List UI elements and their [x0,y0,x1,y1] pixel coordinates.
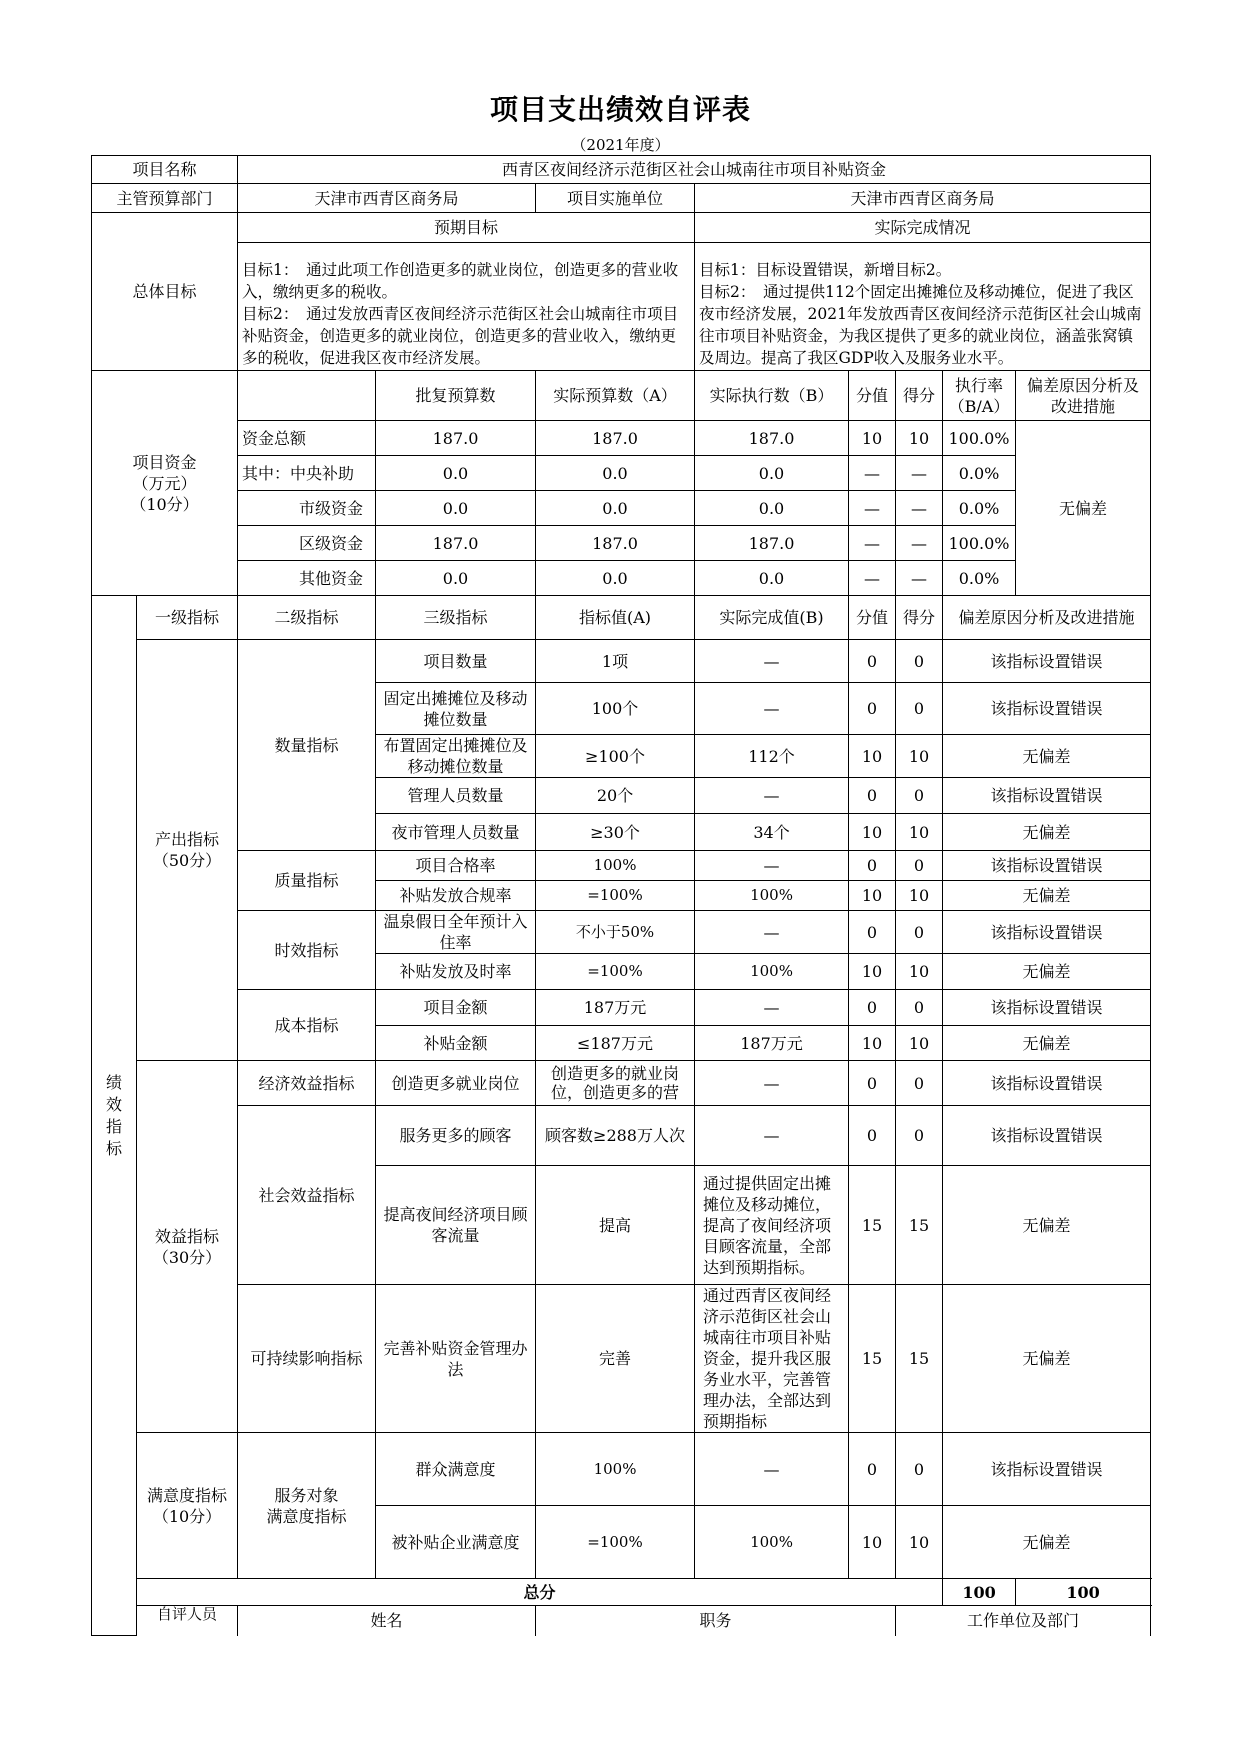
indicator-actual: — [695,1061,849,1106]
indicator-score-value: 0 [849,1106,896,1166]
level1-benefit: 效益指标 （30分） [137,1061,238,1433]
indicator-score: 0 [896,778,943,814]
indicator-score-value: 0 [849,778,896,814]
indicator-score-value: 0 [849,851,896,881]
indicator-score-value: 0 [849,683,896,735]
funds-header-score-value: 分值 [849,371,896,421]
funds-row-score: 10 [896,421,943,456]
funds-row-executed: 187.0 [695,526,849,561]
indicator-header-actual: 实际完成值(B) [695,596,849,640]
indicator-score-value: 10 [849,814,896,851]
funds-deviation: 无偏差 [1016,421,1151,596]
funds-row-score: — [896,561,943,596]
funds-row-actual-budget: 0.0 [536,456,695,491]
indicator-score: 0 [896,911,943,954]
indicator-deviation: 该指标设置错误 [943,1106,1151,1166]
indicator-score-value: 0 [849,1433,896,1506]
evaluator-name-header: 姓名 [238,1606,536,1636]
funds-header-blank [238,371,376,421]
funds-row-name: 其他资金 [238,561,376,596]
funds-row-actual-budget: 187.0 [536,526,695,561]
funds-row-executed: 0.0 [695,491,849,526]
self-evaluation-table [91,155,1151,1636]
indicator-name: 项目金额 [376,990,536,1026]
funds-row-score: — [896,456,943,491]
indicator-target: 100个 [536,683,695,735]
page-title: 项目支出绩效自评表 [489,93,751,126]
indicator-name: 项目合格率 [376,851,536,881]
indicator-actual: — [695,640,849,683]
project-name-label: 项目名称 [92,156,238,184]
indicator-score: 10 [896,954,943,990]
dept-label: 主管预算部门 [92,184,238,213]
indicator-deviation: 无偏差 [943,954,1151,990]
funds-header-score: 得分 [896,371,943,421]
indicator-target: 100% [536,851,695,881]
indicator-actual: 100% [695,881,849,911]
funds-row-score-value: 10 [849,421,896,456]
indicator-actual: — [695,1106,849,1166]
indicator-deviation: 无偏差 [943,881,1151,911]
indicator-name: 温泉假日全年预计入住率 [376,911,536,954]
indicator-target: 187万元 [536,990,695,1026]
funds-row-name: 区级资金 [238,526,376,561]
funds-row-score: — [896,491,943,526]
indicator-actual: 100% [695,1506,849,1579]
indicator-actual: — [695,911,849,954]
funds-row-rate: 0.0% [943,456,1016,491]
funds-row-name: 其中：中央补助 [238,456,376,491]
funds-row-approved: 187.0 [376,526,536,561]
indicator-actual: 187万元 [695,1026,849,1061]
funds-row-score: — [896,526,943,561]
indicator-actual: — [695,1433,849,1506]
indicator-target: 顾客数≥288万人次 [536,1106,695,1166]
funds-row-approved: 187.0 [376,421,536,456]
indicator-score: 10 [896,881,943,911]
indicator-name: 被补贴企业满意度 [376,1506,536,1579]
indicator-name: 群众满意度 [376,1433,536,1506]
indicator-score: 0 [896,1061,943,1106]
level1-output: 产出指标 （50分） [137,640,238,1061]
impl-value: 天津市西青区商务局 [695,184,1151,213]
funds-row-approved: 0.0 [376,491,536,526]
indicator-header-deviation: 偏差原因分析及改进措施 [943,596,1151,640]
indicator-actual: — [695,851,849,881]
project-name: 西青区夜间经济示范街区社会山城南往市项目补贴资金 [238,156,1151,184]
indicator-deviation: 无偏差 [943,1506,1151,1579]
funds-row-actual-budget: 0.0 [536,561,695,596]
actual-completion-header: 实际完成情况 [695,213,1151,243]
funds-row-name: 市级资金 [238,491,376,526]
evaluator-position-header: 职务 [536,1606,896,1636]
total-label: 总分 [137,1579,943,1606]
indicator-deviation: 该指标设置错误 [943,778,1151,814]
total-score-value: 100 [943,1579,1016,1606]
dept-value: 天津市西青区商务局 [238,184,536,213]
indicator-actual: 34个 [695,814,849,851]
indicator-score-value: 0 [849,1061,896,1106]
indicator-name: 服务更多的顾客 [376,1106,536,1166]
indicator-deviation: 该指标设置错误 [943,1433,1151,1506]
indicator-actual: — [695,778,849,814]
indicator-name: 提高夜间经济项目顾客流量 [376,1166,536,1285]
funds-row-name: 资金总额 [238,421,376,456]
funds-row-score-value: — [849,526,896,561]
indicator-name: 布置固定出摊摊位及移动摊位数量 [376,735,536,778]
indicator-name: 补贴金额 [376,1026,536,1061]
indicator-deviation: 无偏差 [943,1285,1151,1433]
indicator-score: 0 [896,683,943,735]
indicator-header-level1: 一级指标 [137,596,238,640]
indicator-target: ≥100个 [536,735,695,778]
level2-sustainable: 可持续影响指标 [238,1285,376,1433]
indicator-target: =100% [536,954,695,990]
indicator-score: 0 [896,1106,943,1166]
funds-row-executed: 0.0 [695,456,849,491]
indicator-name: 项目数量 [376,640,536,683]
indicator-actual: — [695,683,849,735]
indicator-target: 提高 [536,1166,695,1285]
impl-label: 项目实施单位 [536,184,695,213]
funds-row-score-value: — [849,456,896,491]
funds-row-rate: 100.0% [943,421,1016,456]
indicator-name: 创造更多就业岗位 [376,1061,536,1106]
funds-header-approved: 批复预算数 [376,371,536,421]
indicator-score-value: 0 [849,911,896,954]
indicator-score-value: 0 [849,990,896,1026]
indicator-deviation: 无偏差 [943,1166,1151,1285]
indicator-score: 0 [896,990,943,1026]
indicator-score-value: 15 [849,1166,896,1285]
funds-header-rate: 执行率 （B/A） [943,371,1016,421]
indicator-score: 15 [896,1285,943,1433]
indicator-score-value: 10 [849,1026,896,1061]
funds-row-approved: 0.0 [376,456,536,491]
indicator-header-level3: 三级指标 [376,596,536,640]
indicator-score: 10 [896,1506,943,1579]
indicator-deviation: 该指标设置错误 [943,640,1151,683]
level2-service: 服务对象 满意度指标 [238,1433,376,1579]
performance-indicators-label: 绩效指标 [92,596,137,1636]
level2-cost: 成本指标 [238,990,376,1061]
evaluator-unit-header: 工作单位及部门 [896,1606,1151,1636]
total-score: 100 [1016,1579,1151,1606]
indicator-score: 0 [896,640,943,683]
level2-timeliness: 时效指标 [238,911,376,990]
actual-completion-text: 目标1：目标设置错误，新增目标2。 目标2： 通过提供112个固定出摊摊位及移动摊位，促进了我区夜市经济发展，2021年发放西青区夜间经济示范街区社会山城南往市项目补贴资金，为我区提供了更多的就业岗位，涵盖张窝镇及周边。提高了我区GDP收入及服务业水平。 [695,243,1151,371]
indicator-target: 1项 [536,640,695,683]
indicator-deviation: 无偏差 [943,814,1151,851]
indicator-target: 20个 [536,778,695,814]
indicator-target: 创造更多的就业岗位，创造更多的营 [536,1061,695,1106]
expected-goal-header: 预期目标 [238,213,695,243]
indicator-score: 0 [896,851,943,881]
indicator-deviation: 该指标设置错误 [943,1061,1151,1106]
indicator-score-value: 10 [849,1506,896,1579]
indicator-score: 10 [896,735,943,778]
funds-row-executed: 0.0 [695,561,849,596]
indicator-score-value: 15 [849,1285,896,1433]
funds-row-rate: 100.0% [943,526,1016,561]
indicator-target: =100% [536,1506,695,1579]
funds-row-actual-budget: 0.0 [536,491,695,526]
expected-goal-text: 目标1： 通过此项工作创造更多的就业岗位，创造更多的营业收入，缴纳更多的税收。 目标2： 通过发放西青区夜间经济示范街区社会山城南往市项目补贴资金，创造更多的就业岗位，创造更多的营业收入，缴纳更多的税收，促进我区夜市经济发展。 [238,243,695,371]
indicator-score-value: 10 [849,735,896,778]
funds-row-executed: 187.0 [695,421,849,456]
indicator-target: ≥30个 [536,814,695,851]
funds-header-executed: 实际执行数（B） [695,371,849,421]
indicator-header-score-value: 分值 [849,596,896,640]
indicator-name: 完善补贴资金管理办法 [376,1285,536,1433]
project-funds-label: 项目资金 （万元） （10分） [92,371,238,596]
level1-satisfaction: 满意度指标 （10分） [137,1433,238,1579]
indicator-score-value: 0 [849,640,896,683]
level2-social: 社会效益指标 [238,1106,376,1285]
indicator-name: 管理人员数量 [376,778,536,814]
indicator-actual: — [695,990,849,1026]
indicator-deviation: 该指标设置错误 [943,911,1151,954]
report-year: （2021年度） [571,136,670,154]
funds-row-approved: 0.0 [376,561,536,596]
indicator-deviation: 无偏差 [943,1026,1151,1061]
funds-row-rate: 0.0% [943,491,1016,526]
indicator-score-value: 10 [849,881,896,911]
indicator-actual: 100% [695,954,849,990]
indicator-actual: 通过提供固定出摊摊位及移动摊位，提高了夜间经济项目顾客流量，全部达到预期指标。 [695,1166,849,1285]
indicator-target: 完善 [536,1285,695,1433]
indicator-deviation: 该指标设置错误 [943,990,1151,1026]
indicator-score: 15 [896,1166,943,1285]
indicator-score-value: 10 [849,954,896,990]
indicator-target: 不小于50% [536,911,695,954]
indicator-actual: 112个 [695,735,849,778]
funds-row-score-value: — [849,561,896,596]
indicator-actual: 通过西青区夜间经济示范街区社会山城南往市项目补贴资金，提升我区服务业水平，完善管理办法，全部达到预期指标 [695,1285,849,1433]
funds-row-rate: 0.0% [943,561,1016,596]
indicator-name: 固定出摊摊位及移动摊位数量 [376,683,536,735]
funds-row-score-value: — [849,491,896,526]
indicator-target: 100% [536,1433,695,1506]
overall-goal-label: 总体目标 [92,213,238,371]
level2-economic: 经济效益指标 [238,1061,376,1106]
funds-header-deviation: 偏差原因分析及改进措施 [1016,371,1151,421]
indicator-score: 10 [896,1026,943,1061]
indicator-header-score: 得分 [896,596,943,640]
level2-quantity: 数量指标 [238,640,376,851]
indicator-target: =100% [536,881,695,911]
indicator-name: 补贴发放合规率 [376,881,536,911]
indicator-deviation: 该指标设置错误 [943,851,1151,881]
indicator-name: 补贴发放及时率 [376,954,536,990]
indicator-target: ≤187万元 [536,1026,695,1061]
funds-header-actual-budget: 实际预算数（A） [536,371,695,421]
evaluator-label: 自评人员 [137,1606,238,1636]
level2-quality: 质量指标 [238,851,376,911]
indicator-header-level2: 二级指标 [238,596,376,640]
funds-row-actual-budget: 187.0 [536,421,695,456]
indicator-score: 0 [896,1433,943,1506]
indicator-score: 10 [896,814,943,851]
indicator-deviation: 该指标设置错误 [943,683,1151,735]
indicator-name: 夜市管理人员数量 [376,814,536,851]
indicator-deviation: 无偏差 [943,735,1151,778]
indicator-header-target: 指标值(A) [536,596,695,640]
